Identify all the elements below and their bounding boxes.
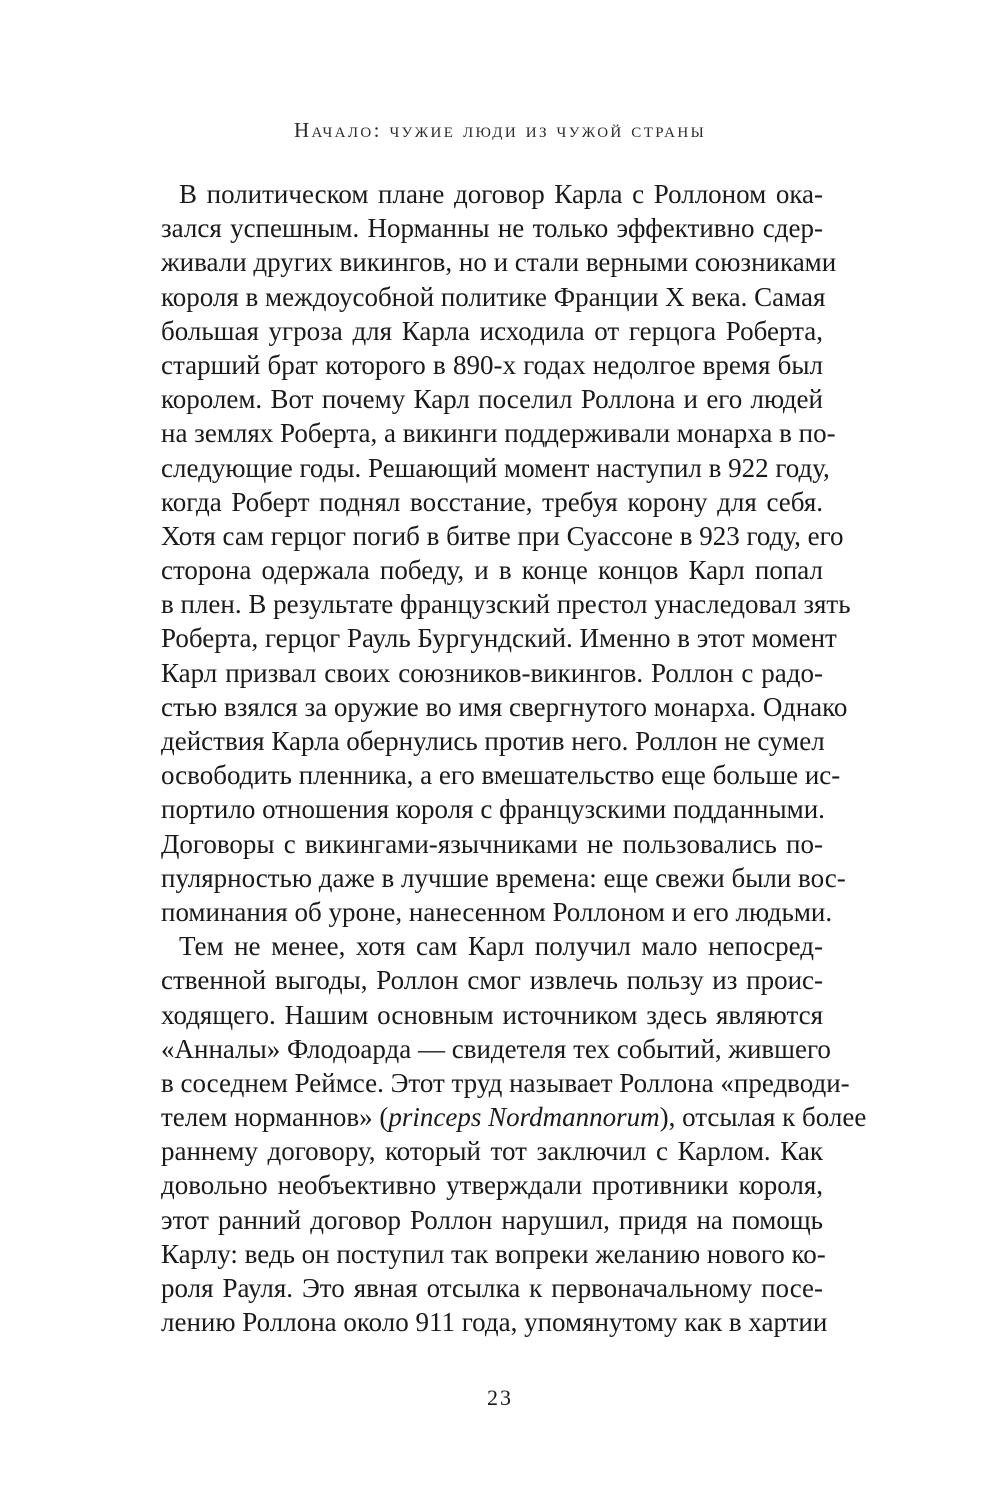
- text-line: Карл призвал своих союзников-викингов. Роллон с радо-: [161, 657, 823, 688]
- text-segment: телем норманнов» (: [161, 1102, 389, 1133]
- text-line: портило отношения короля с французскими подданными.: [161, 794, 825, 825]
- text-line: В политическом плане договор Карла с Роллоном ока-: [179, 179, 823, 209]
- text-line: когда Роберт поднял восстание, требуя корону для себя.: [161, 486, 823, 517]
- text-segment: ), отсылая к более: [659, 1102, 867, 1133]
- text-line: ходящего. Нашим основным источником здесь являются: [161, 999, 823, 1030]
- text-line: «Анналы» Флодоарда — свидетеля тех событий, жившего: [161, 1033, 831, 1064]
- text-line: Тем не менее, хотя сам Карл получил мало непосред-: [179, 931, 823, 962]
- text-line: в плен. В результате французский престол унаследовал зять: [161, 589, 851, 620]
- text-line: ственной выгоды, Роллон смог извлечь пользу из проис-: [161, 965, 823, 996]
- text-line: старший брат которого в 890-х годах недолгое время был: [161, 349, 823, 380]
- text-line: живали других викингов, но и стали верными союзниками: [161, 247, 837, 278]
- text-line: в соседнем Реймсе. Этот труд называет Роллона «предводи-: [161, 1067, 850, 1098]
- text-line: Хотя сам герцог погиб в битве при Суассоне в 923 году, его: [161, 520, 844, 551]
- text-line: сторона одержала победу, и в конце концов Карл попал: [161, 555, 823, 586]
- text-line: Договоры с викингами-язычниками не пользовались по-: [161, 828, 823, 859]
- text-line: роля Рауля. Это явная отсылка к первоначальному посе-: [161, 1273, 823, 1303]
- running-head: Начало: чужие люди из чужой страны: [293, 118, 707, 142]
- text-line: действия Карла обернулись против него. Роллон не сумел: [161, 726, 825, 756]
- text-line: раннему договору, который тот заключил с Карлом. Как: [161, 1136, 823, 1167]
- text-line: на землях Роберта, а викинги поддерживали монарха в по-: [161, 418, 836, 449]
- text-line: лению Роллона около 911 года, упомянутому как в хартии: [161, 1307, 828, 1338]
- text-line: Роберта, герцог Рауль Бургундский. Именно в этот момент: [161, 623, 837, 654]
- text-line: короля в междоусобной политике Франции X века. Самая: [161, 281, 826, 312]
- body-text: [161, 177, 867, 1339]
- text-line: довольно необъективно утверждали противники короля,: [161, 1170, 823, 1201]
- latin-term: princeps Nordmannorum: [388, 1102, 660, 1133]
- text-line: зался успешным. Норманны не только эффективно сдер-: [161, 213, 823, 244]
- text-line: поминания об уроне, нанесенном Роллоном и его людьми.: [161, 896, 833, 927]
- text-line: стью взялся за оружие во имя свергнутого монарха. Однако: [161, 691, 848, 722]
- text-line: большая угроза для Карла исходила от герцога Роберта,: [161, 315, 823, 346]
- paragraph-2: [161, 929, 867, 1339]
- paragraph-1: [161, 177, 851, 929]
- text-line: пулярностью даже в лучшие времена: еще свежи были вос-: [161, 862, 846, 893]
- text-line-with-italic: [161, 1100, 867, 1134]
- text-line: освободить пленника, а его вмешательство еще больше ис-: [161, 760, 841, 791]
- text-line: королем. Вот почему Карл поселил Роллона и его людей: [161, 384, 823, 415]
- text-line: Карлу: ведь он поступил так вопреки желанию нового ко-: [161, 1238, 826, 1269]
- text-line: этот ранний договор Роллон нарушил, придя на помощь: [161, 1204, 823, 1235]
- page-number: 23: [487, 1385, 513, 1410]
- text-line: следующие годы. Решающий момент наступил в 922 году,: [161, 452, 830, 483]
